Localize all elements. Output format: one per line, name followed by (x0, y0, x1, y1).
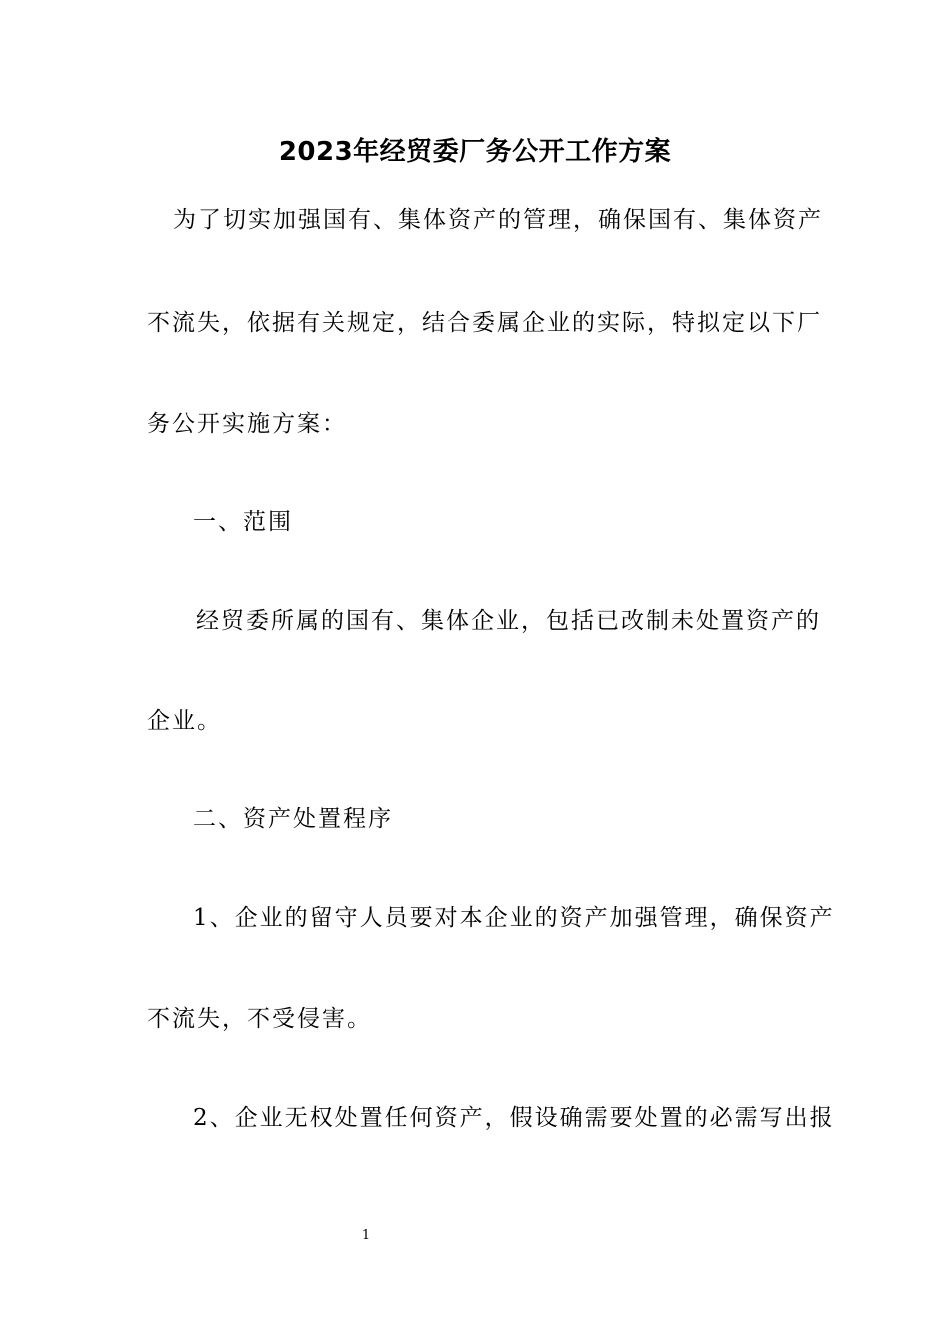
section-heading: 二、资产处置程序 (193, 806, 393, 832)
paragraph-line: 务公开实施方案： (147, 411, 347, 437)
paragraph-line: 2、企业无权处置任何资产，假设确需要处置的必需写出报 (193, 1105, 835, 1131)
paragraph-line: 不流失，依据有关规定，结合委属企业的实际，特拟定以下厂 (147, 310, 822, 336)
paragraph-line: 企业。 (147, 708, 222, 734)
document-title: 2023年经贸委厂务公开工作方案 (278, 137, 672, 167)
paragraph-line: 为了切实加强国有、集体资产的管理，确保国有、集体资产 (173, 207, 823, 233)
section-heading: 一、范围 (193, 509, 293, 535)
paragraph-line: 不流失，不受侵害。 (147, 1006, 372, 1032)
page-number: 1 (361, 1228, 371, 1243)
paragraph-line: 1、企业的留守人员要对本企业的资产加强管理，确保资产 (193, 905, 835, 931)
paragraph-line: 经贸委所属的国有、集体企业，包括已改制未处置资产的 (196, 608, 821, 634)
